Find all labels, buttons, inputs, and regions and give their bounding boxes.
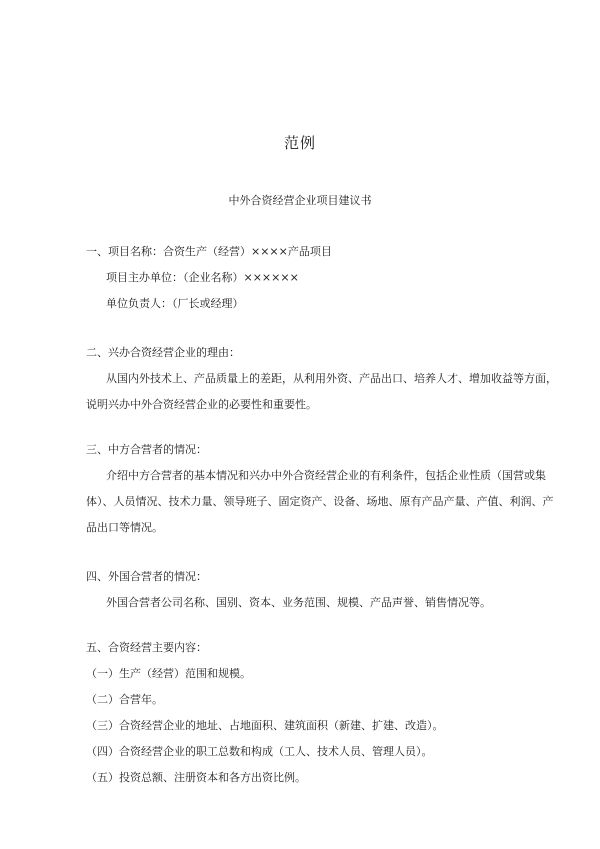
section2-heading: 二、兴办合资经营企业的理由： <box>86 346 240 359</box>
section5-list-item: （三）合资经营企业的地址、占地面积、建筑面积（新建、扩建、改造）。 <box>86 719 444 732</box>
section5-list-item: （五）投资总额、注册资本和各方出资比例。 <box>86 771 306 784</box>
project-sponsor-line: 项目主办单位：（企业名称）×××××× <box>106 271 299 284</box>
section5-list-item: （二）合营年。 <box>86 693 163 706</box>
section4-heading: 四、外国合营者的情况： <box>86 570 207 583</box>
document-subtitle: 中外合资经营企业项目建议书 <box>228 194 372 207</box>
section3-paragraph-line: 介绍中方合营者的基本情况和兴办中外合资经营企业的有利条件，包括企业性质（国营或集 <box>106 469 546 482</box>
project-name-line: 一、项目名称：合资生产（经营）××××产品项目 <box>86 245 332 258</box>
section5-list-item: （一）生产（经营）范围和规模。 <box>86 667 251 680</box>
section5-heading: 五、合资经营主要内容： <box>86 641 207 654</box>
page-title: 范例 <box>283 134 316 152</box>
section2-paragraph-line: 从国内外技术上、产品质量上的差距，从利用外资、产品出口、培养人才、增加收益等方面， <box>106 372 557 385</box>
unit-responsible-line: 单位负责人：（厂长或经理） <box>106 297 244 310</box>
section3-paragraph-line: 品出口等情况。 <box>86 521 163 534</box>
section2-paragraph-line: 说明兴办中外合资经营企业的必要性和重要性。 <box>86 398 317 411</box>
section3-paragraph-line: 体）、人员情况、技术力量、领导班子、固定资产、设备、场地、原有产品产量、产值、利润、产 <box>86 495 554 508</box>
section4-paragraph-line: 外国合营者公司名称、国别、资本、业务范围、规模、产品声誉、销售情况等。 <box>106 596 491 609</box>
section5-list-item: （四）合资经营企业的职工总数和构成（工人、技术人员、管理人员）。 <box>86 745 433 758</box>
section3-heading: 三、中方合营者的情况： <box>86 443 207 456</box>
